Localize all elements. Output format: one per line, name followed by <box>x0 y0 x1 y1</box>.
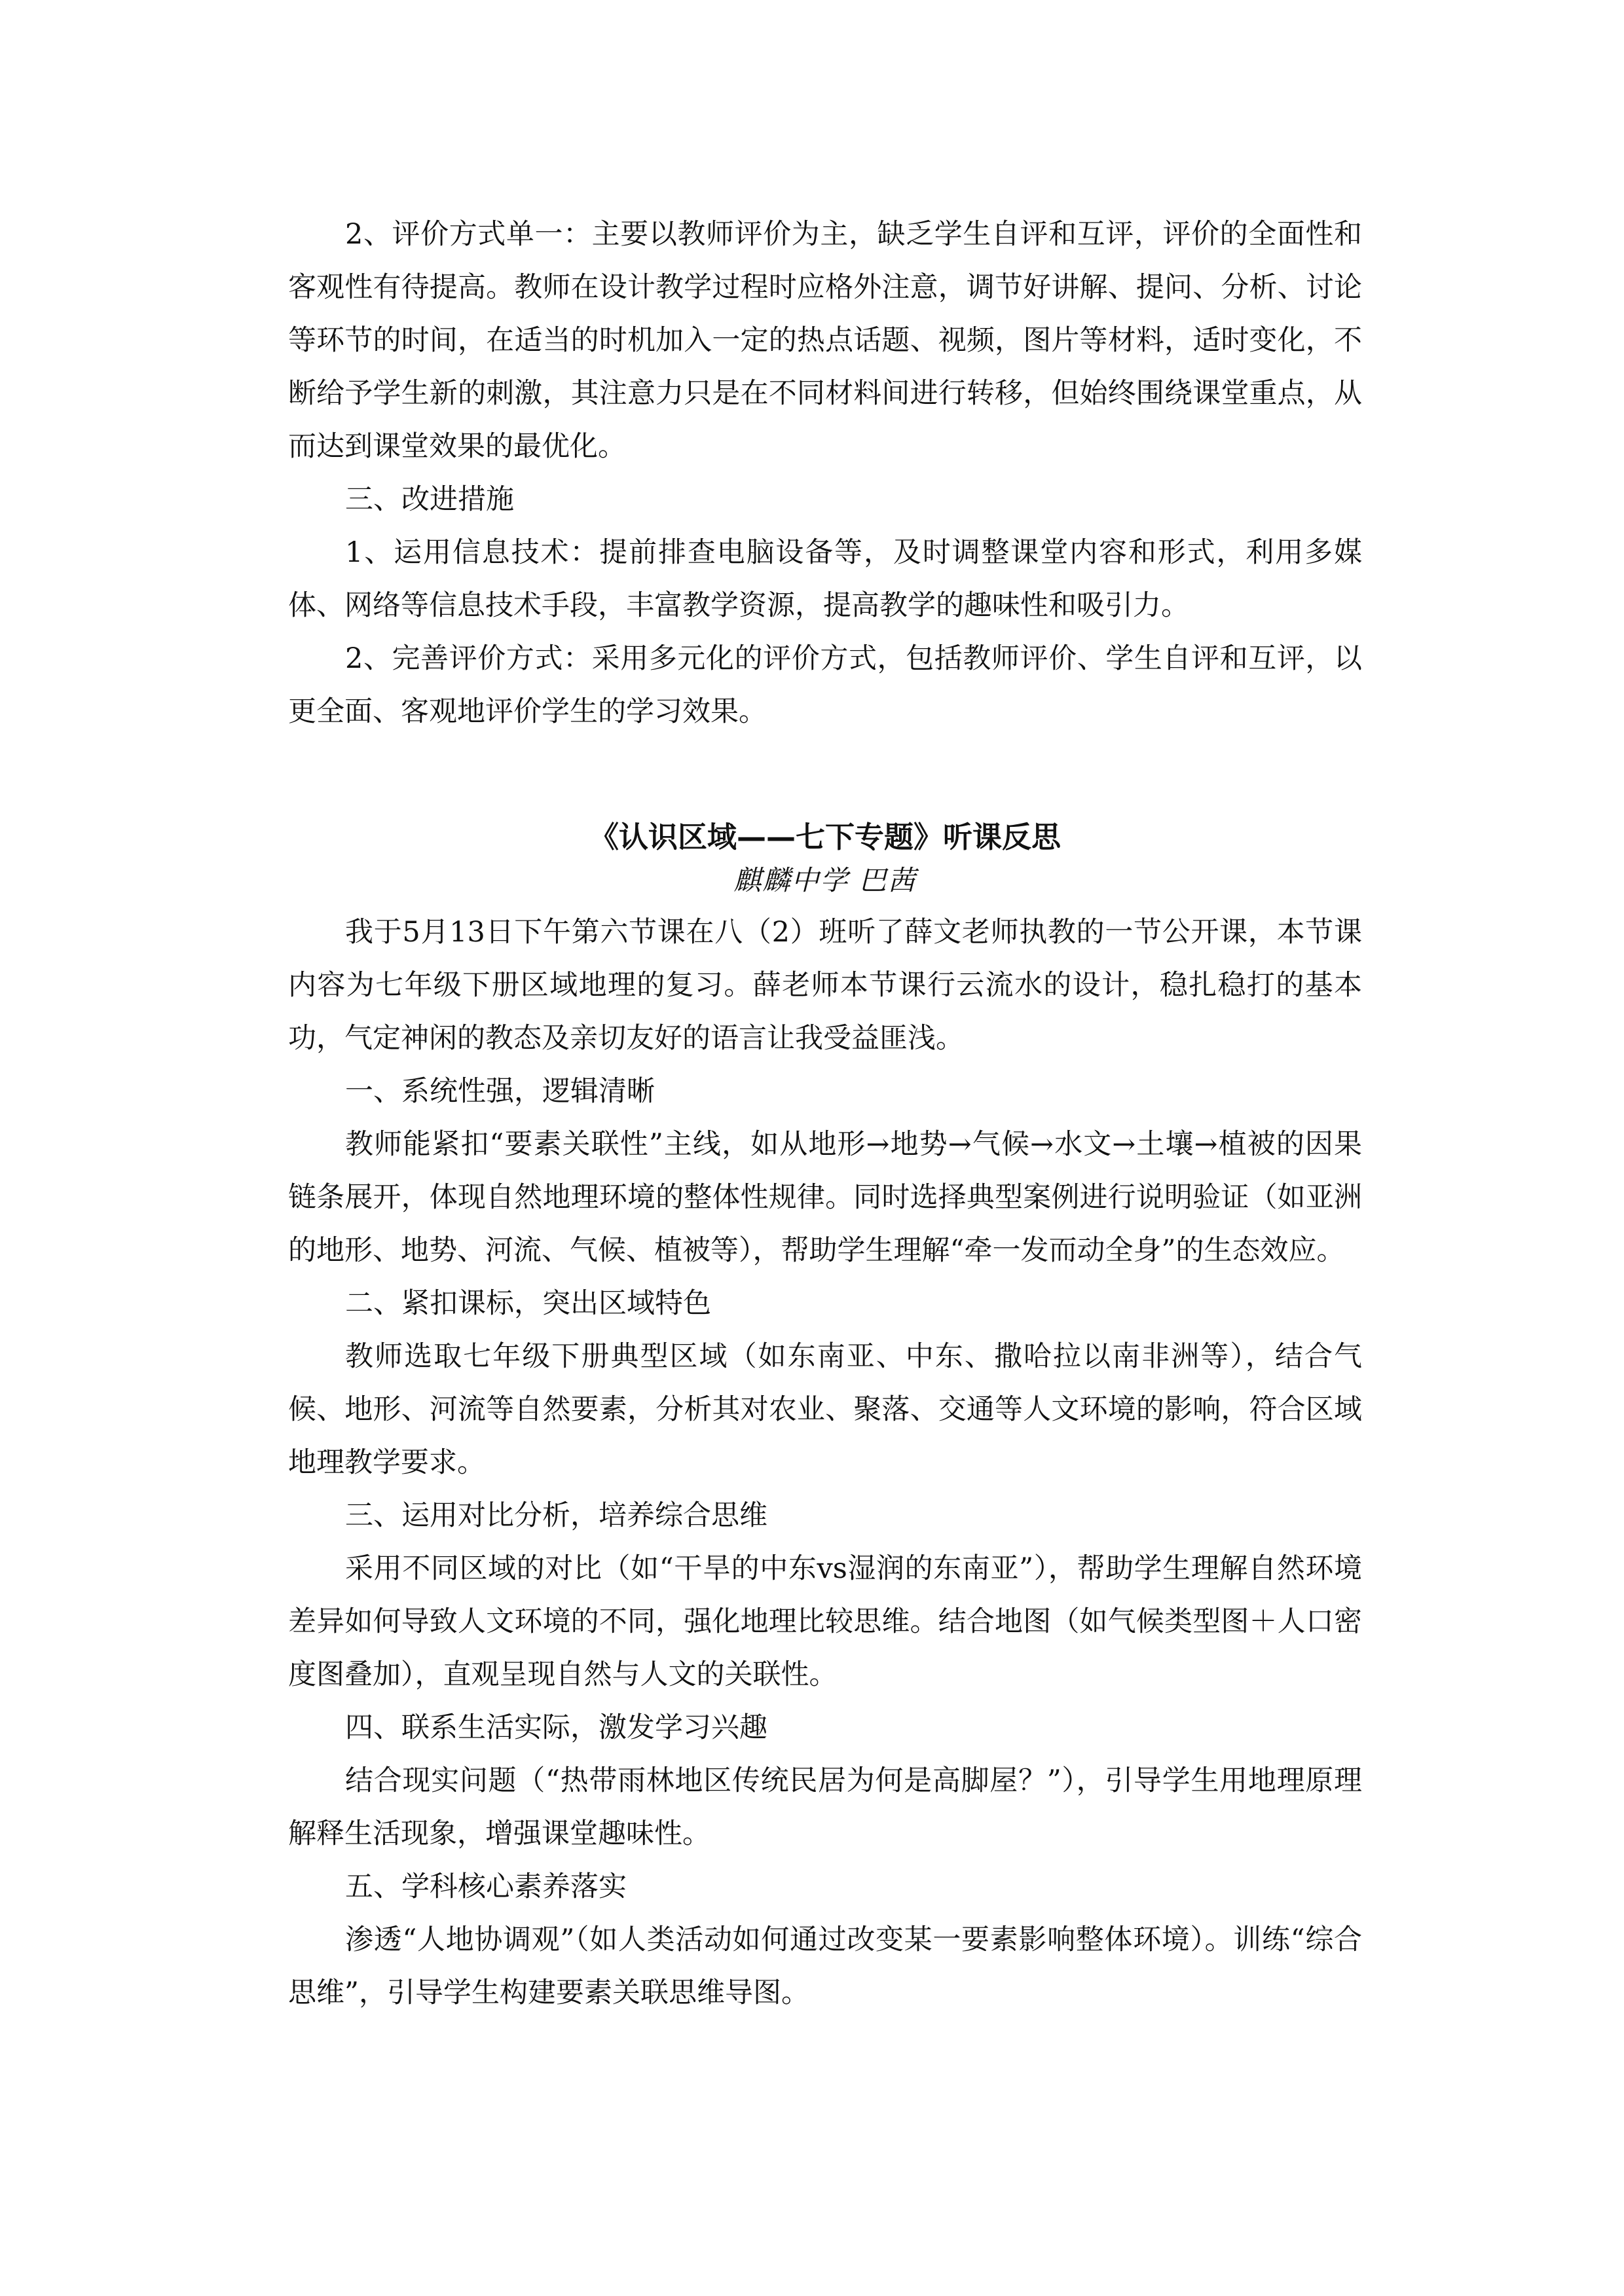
improvement-heading: 三、改进措施 <box>345 483 514 516</box>
evaluation-paragraph: 2、评价方式单一：主要以教师评价为主，缺乏学生自评和互评，评价的全面性和客观性有待提高。教师在设计教学过程时应格外注意，调节好讲解、提问、分析、讨论等环节的时间，在适当的时机加入一定的热点话题、视频，图片等材料，适时变化，不断给予学生新的刺激，其注意力只是在不同材料间进行转移，但始终围绕课堂重点，从而达到课堂效果的最优化。 <box>288 218 1362 463</box>
paragraph-5: 渗透“人地协调观”（如人类活动如何通过改变某一要素影响整体环境）。训练“综合思维”，引导学生构建要素关联思维导图。 <box>288 1923 1362 2009</box>
article-title: 《认识区域——七下专题》听课反思 <box>589 820 1061 854</box>
heading-1: 一、系统性强，逻辑清晰 <box>345 1075 655 1108</box>
section-gap <box>288 738 1362 817</box>
intro-paragraph: 我于5月13日下午第六节课在八（2）班听了薛文老师执教的一节公开课，本节课内容为七年级下册区域地理的复习。薛老师本节课行云流水的设计，稳扎稳打的基本功，气定神闲的教态及亲切友好的语言让我受益匪浅。 <box>288 916 1362 1055</box>
heading-4: 四、联系生活实际，激发学习兴趣 <box>345 1711 767 1744</box>
evaluation-method-paragraph: 2、完善评价方式：采用多元化的评价方式，包括教师评价、学生自评和互评，以更全面、客观地评价学生的学习效果。 <box>288 642 1362 728</box>
info-tech-paragraph: 1、运用信息技术：提前排查电脑设备等，及时调整课堂内容和形式，利用多媒体、网络等信息技术手段，丰富教学资源，提高教学的趣味性和吸引力。 <box>288 536 1362 622</box>
heading-5: 五、学科核心素养落实 <box>345 1870 627 1903</box>
paragraph-4: 结合现实问题（“热带雨林地区传统民居为何是高脚屋？”），引导学生用地理原理解释生活现象，增强课堂趣味性。 <box>288 1764 1362 1850</box>
article-author: 麒麟中学 巴茜 <box>733 864 917 896</box>
paragraph-3: 采用不同区域的对比（如“干旱的中东vs湿润的东南亚”），帮助学生理解自然环境差异如何导致人文环境的不同，强化地理比较思维。结合地图（如气候类型图＋人口密度图叠加），直观呈现自然与人文的关联性。 <box>288 1552 1362 1691</box>
heading-2: 二、紧扣课标，突出区域特色 <box>345 1287 711 1320</box>
heading-3: 三、运用对比分析，培养综合思维 <box>345 1499 767 1532</box>
paragraph-2: 教师选取七年级下册典型区域（如东南亚、中东、撒哈拉以南非洲等），结合气候、地形、河流等自然要素，分析其对农业、聚落、交通等人文环境的影响，符合区域地理教学要求。 <box>288 1340 1362 1479</box>
paragraph-1: 教师能紧扣“要素关联性”主线，如从地形→地势→气候→水文→土壤→植被的因果链条展开，体现自然地理环境的整体性规律。同时选择典型案例进行说明验证（如亚洲的地形、地势、河流、气候、植被等），帮助学生理解“牵一发而动全身”的生态效应。 <box>288 1128 1362 1267</box>
